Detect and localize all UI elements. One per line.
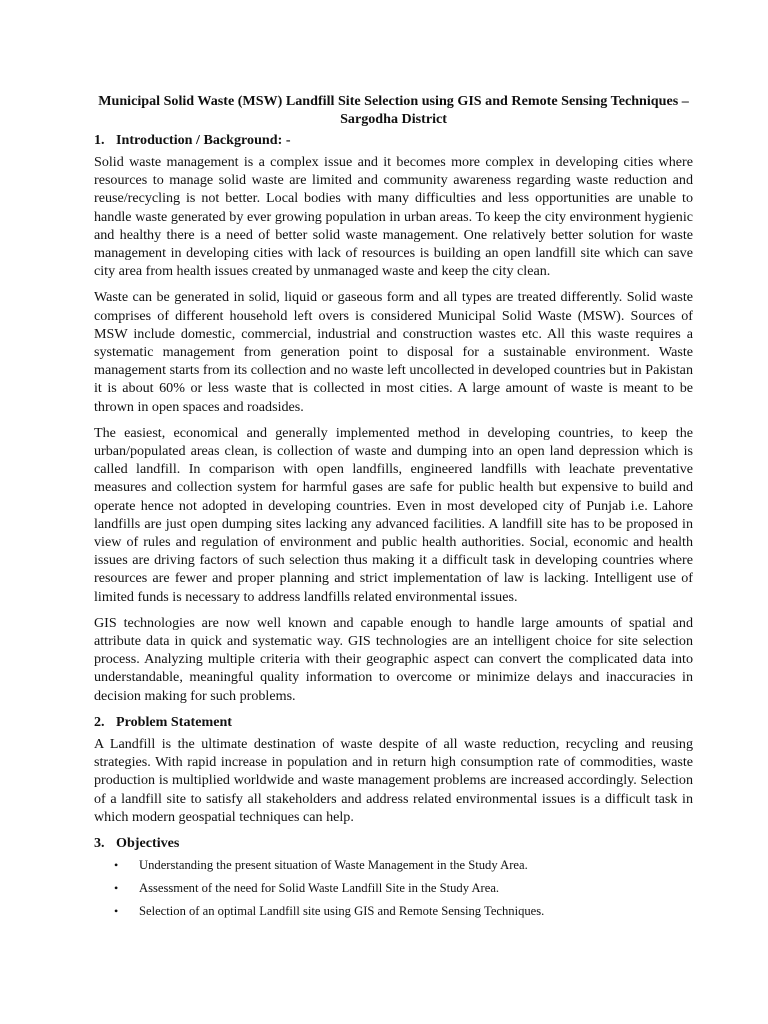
section-title: Introduction / Background: - bbox=[116, 132, 291, 148]
section-number: 2. bbox=[94, 713, 105, 730]
section-problem-statement bbox=[94, 713, 693, 826]
list-item bbox=[94, 902, 693, 920]
section-heading bbox=[94, 131, 693, 149]
bullet-icon: • bbox=[114, 880, 119, 895]
section-heading bbox=[94, 713, 693, 731]
section-title: Problem Statement bbox=[116, 713, 232, 730]
list-item bbox=[94, 879, 693, 897]
section-heading bbox=[94, 834, 693, 852]
list-item-text: Assessment of the need for Solid Waste Landfill Site in the Study Area. bbox=[139, 880, 500, 895]
section-number: 1. bbox=[94, 132, 105, 148]
bullet-icon: • bbox=[114, 857, 119, 872]
bullet-icon: • bbox=[114, 903, 119, 918]
section-objectives bbox=[94, 834, 693, 920]
list-item-text: Understanding the present situation of Waste Management in the Study Area. bbox=[139, 857, 528, 872]
objectives-list bbox=[94, 856, 693, 920]
section-number: 3. bbox=[94, 834, 105, 851]
paragraph: Solid waste management is a complex issue and it becomes more complex in developing cities where resources to manage solid waste are limited and community awareness regarding waste reduction and reuse/recycling is not better. Local bodies with many difficulties and less opportunities are unable to handle waste generated by ever growing population in urban areas. To keep the city environment hygienic and healthy there is a need of better solid waste management. One relatively better solution for waste management in developing cities with lack of resources is building an open landfill site which can save city area from health issues created by unmanaged waste and keep the city clean. bbox=[94, 154, 693, 280]
section-title: Objectives bbox=[116, 834, 180, 851]
paragraph: GIS technologies are now well known and capable enough to handle large amounts of spatial and attribute data in quick and systematic way. GIS technologies are an intelligent choice for site selection process. Analyzing multiple criteria with their geographic aspect can convert the complicated data into understandable, meaningful quality information to overcome or minimize delays and inaccuracies in decision making for such problems. bbox=[94, 614, 693, 704]
list-item-text: Selection of an optimal Landfill site using GIS and Remote Sensing Techniques. bbox=[139, 903, 545, 918]
document-page bbox=[94, 92, 693, 925]
paragraph: Waste can be generated in solid, liquid or gaseous form and all types are treated differently. Solid waste comprises of different household left overs is considered Municipal Solid Waste (MSW). Sources of MSW include domestic, commercial, industrial and construction wastes etc. All this waste requires a systematic management from generation point to disposal for a sustainable environment. Waste management starts from its collection and no waste left uncollected in developed countries but in Pakistan it is about 60% or less waste that is collected in most cities. A large amount of waste is meant to be thrown in open spaces and roadsides. bbox=[94, 289, 693, 415]
paragraph: The easiest, economical and generally implemented method in developing countries, to keep the urban/populated areas clean, is collection of waste and dumping into an open land depression which is called landfill. In comparison with open landfills, engineered landfills with leachate preventative measures and collection system for harmful gases are safe for public health but expensive to build and operate hence not adopted in developing countries. Even in most developed city of Punjab i.e. Lahore landfills are just open dumping sites lacking any advanced facilities. A landfill site has to be proposed in view of rules and regulation of environment and public health authorities. Social, economic and health issues are driving factors of such selection thus making it a difficult task in developing countries where resources are fewer and proper planning and strict implementation of law is lacking. Intelligent use of limited funds is necessary to address landfills related environmental issues. bbox=[94, 424, 693, 605]
list-item bbox=[94, 856, 693, 874]
paragraph: A Landfill is the ultimate destination of waste despite of all waste reduction, recycling and reusing strategies. With rapid increase in population and in return high consumption rate of commodities, waste production is multiplied worldwide and waste management problems are increased accordingly. Selection of a landfill site to satisfy all stakeholders and address related environmental issues is a difficult task in which modern geospatial techniques can help. bbox=[94, 735, 693, 825]
document-title: Municipal Solid Waste (MSW) Landfill Site Selection using GIS and Remote Sensing Techniques – Sargodha District bbox=[98, 93, 689, 127]
section-introduction bbox=[94, 131, 693, 705]
